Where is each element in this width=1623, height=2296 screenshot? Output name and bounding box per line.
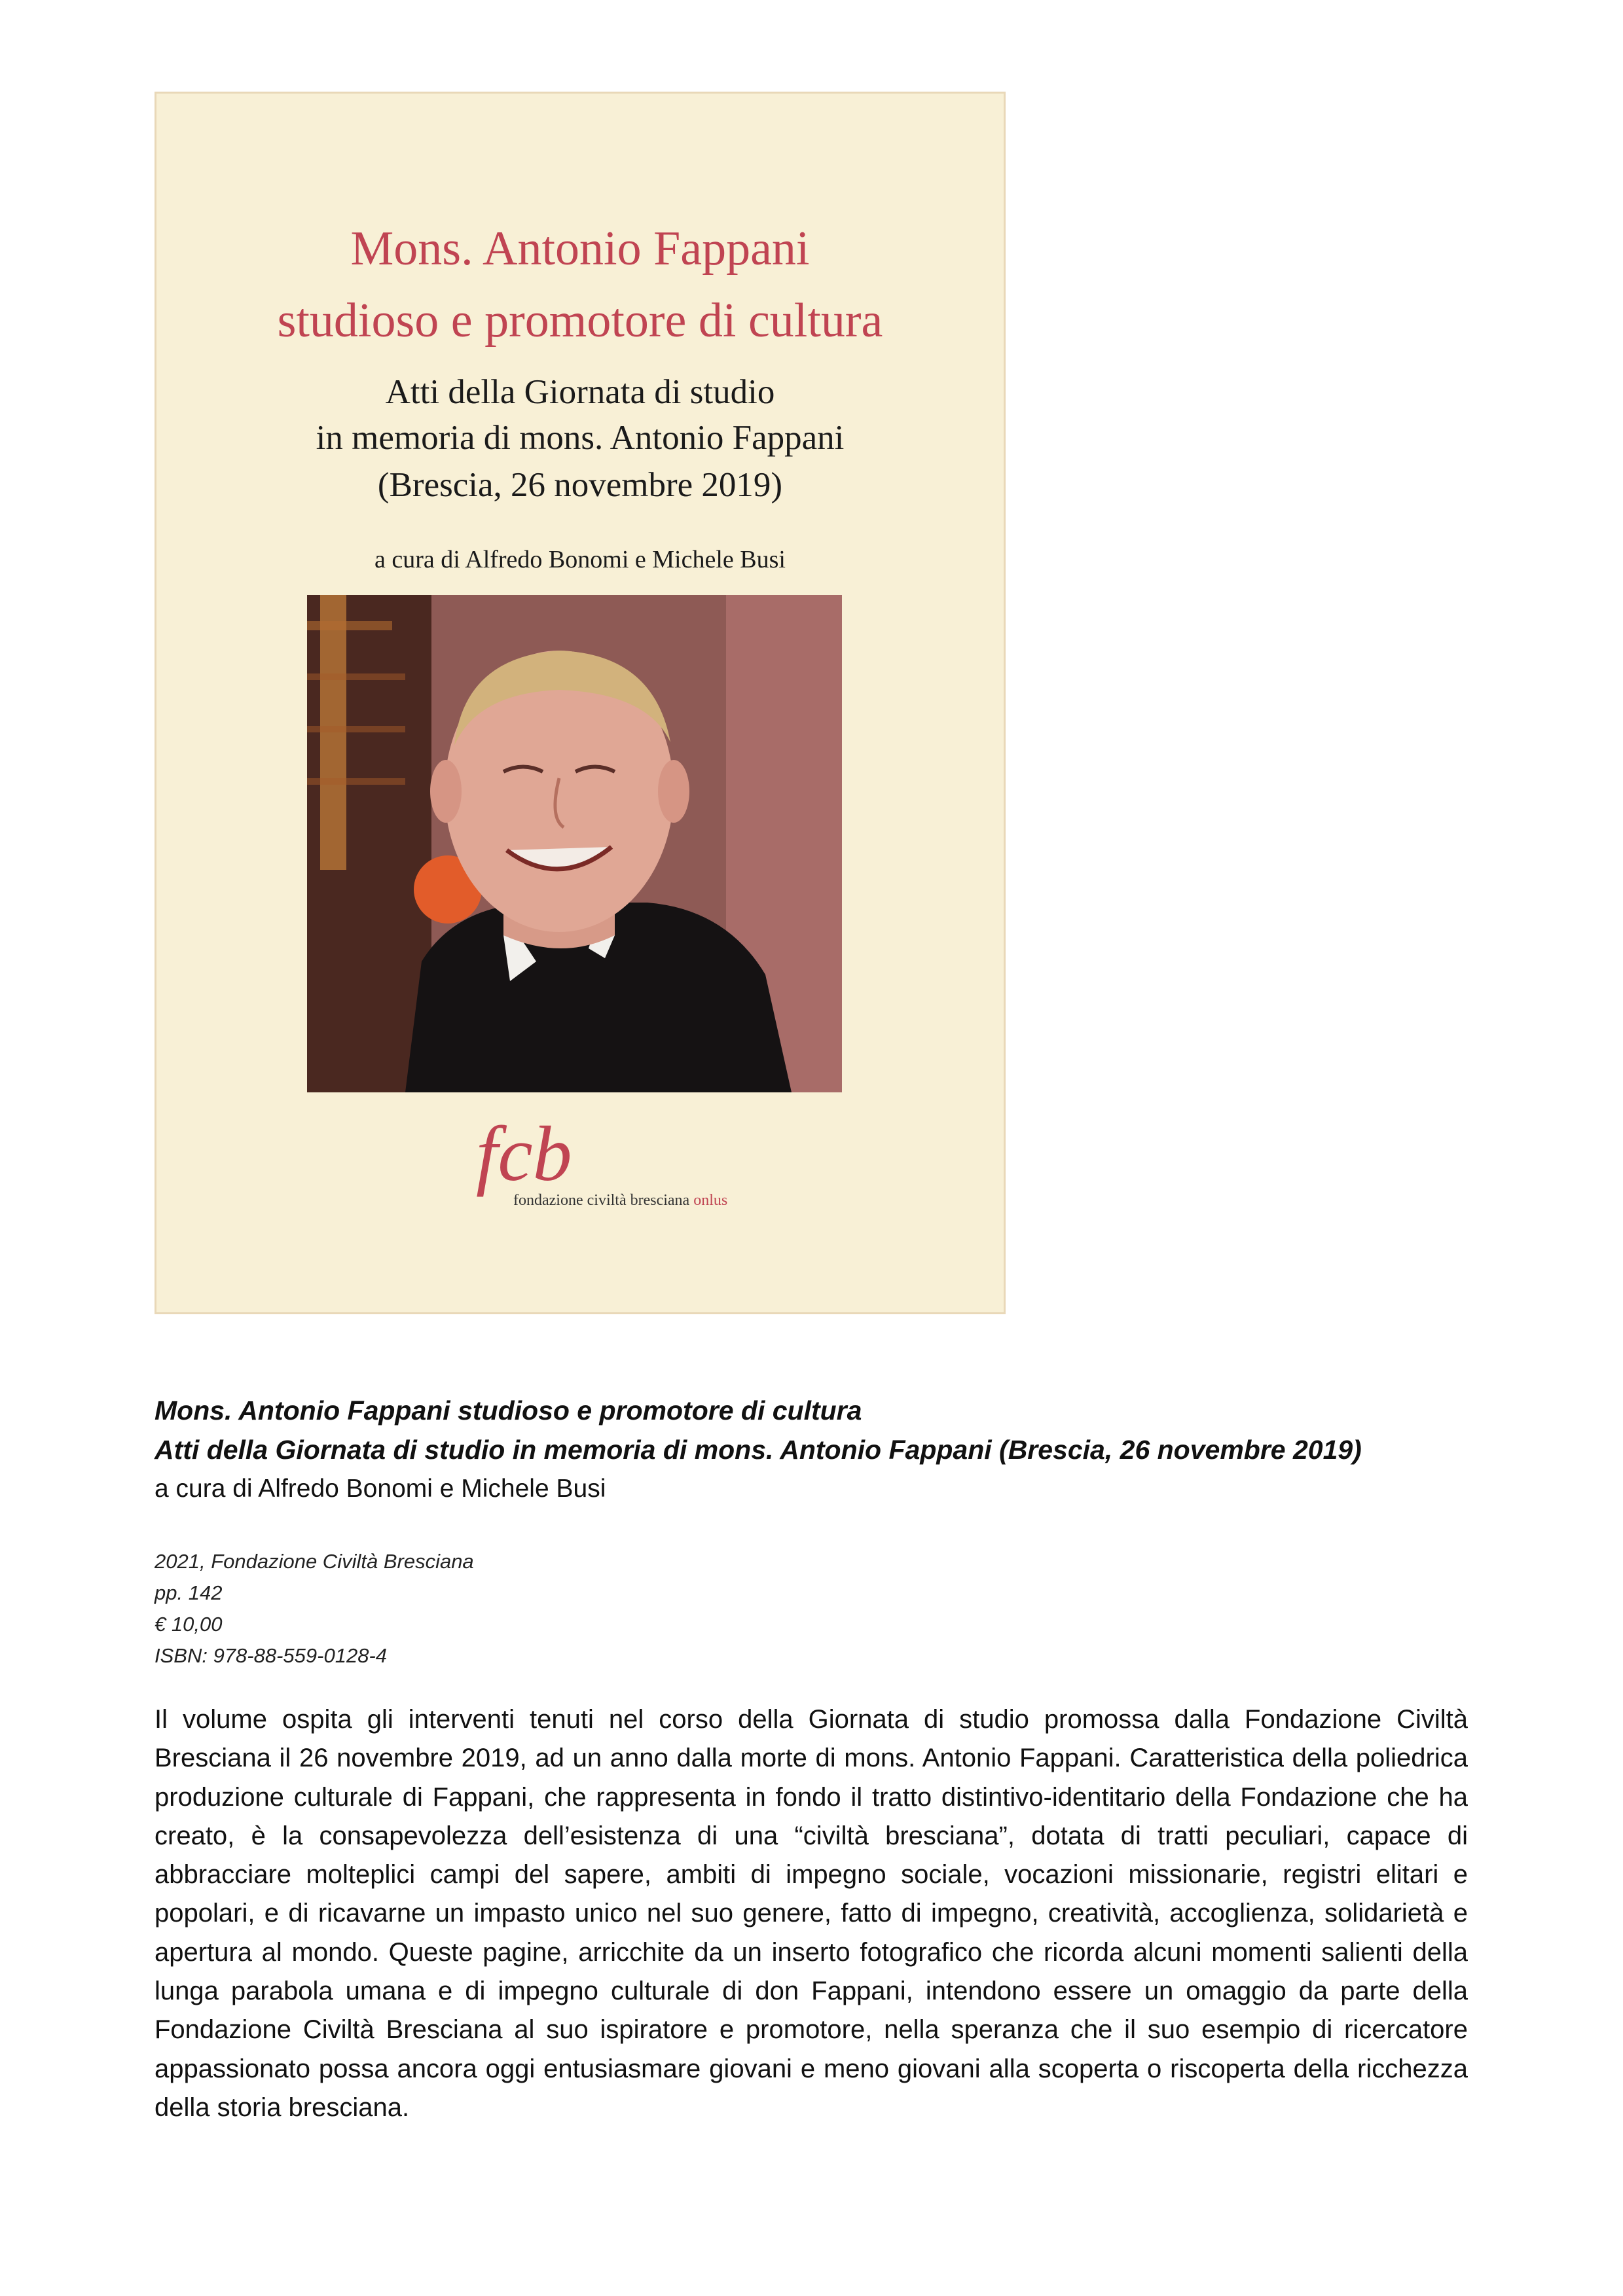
- cover-title-line-2: studioso e promotore di cultura: [277, 294, 883, 348]
- fcb-logo-foundation-name: fondazione civiltà bresciana: [513, 1192, 690, 1209]
- fcb-logo: [464, 1110, 728, 1265]
- fcb-logo-onlus: onlus: [689, 1192, 728, 1209]
- book-title: Mons. Antonio Fappani studioso e promotore di cultura: [155, 1395, 862, 1426]
- book-subtitle: Atti della Giornata di studio in memoria di mons. Antonio Fappani (Brescia, 26 novembre 2019): [155, 1435, 1362, 1465]
- cover-portrait-photo: [307, 595, 842, 1092]
- cover-editors: a cura di Alfredo Bonomi e Michele Busi: [374, 546, 786, 573]
- book-pages: pp. 142: [155, 1581, 223, 1604]
- book-price: € 10,00: [155, 1613, 223, 1636]
- book-description: Il volume ospita gli interventi tenuti nel corso della Giornata di studio promossa dalla Fondazione Civiltà Bresciana il 26 novembre 2019, ad un anno dalla morte di mons. Antonio Fappani. Caratteristica della poliedrica produzione culturale di Fappani, che rappresenta in fondo il tratto distintivo-identitario della Fondazione che ha creato, è la consapevolezza dell’esistenza di una “civiltà bresciana”, dotata di tratti peculiari, capace di abbracciare molteplici campi del sapere, ambiti di impegno sociale, vocazioni missionarie, registri elitari e popolari, e di ricavarne un impasto unico nel suo genere, fatto di impegno, creatività, accoglienza, solidarietà e apertura al mondo. Queste pagine, arricchite da un inserto fotografico che ricorda alcuni momenti salienti della lunga parabola umana e di impegno culturale di don Fappani, intendono essere un omaggio da parte della Fondazione Civiltà Bresciana al suo ispiratore e promotore, nella speranza che il suo esempio di ricercatore appassionato possa ancora oggi entusiasmare giovani e meno giovani alla scoperta o riscoperta della ricchezza della storia bresciana.: [155, 1705, 1468, 2122]
- cover-subtitle-line-1: Atti della Giornata di studio: [385, 373, 775, 411]
- cover-title-line-1: Mons. Antonio Fappani: [350, 222, 810, 276]
- fcb-logo-letters: fcb: [476, 1110, 572, 1197]
- book-year-publisher: 2021, Fondazione Civiltà Bresciana: [155, 1550, 474, 1573]
- fcb-logo-text: [513, 1192, 727, 1210]
- book-isbn: ISBN: 978-88-559-0128-4: [155, 1644, 388, 1667]
- book-cover: [155, 92, 1006, 1314]
- cover-subtitle-line-2: in memoria di mons. Antonio Fappani: [316, 419, 845, 457]
- cover-subtitle-line-3: (Brescia, 26 novembre 2019): [377, 466, 783, 504]
- book-editors: a cura di Alfredo Bonomi e Michele Busi: [155, 1475, 606, 1503]
